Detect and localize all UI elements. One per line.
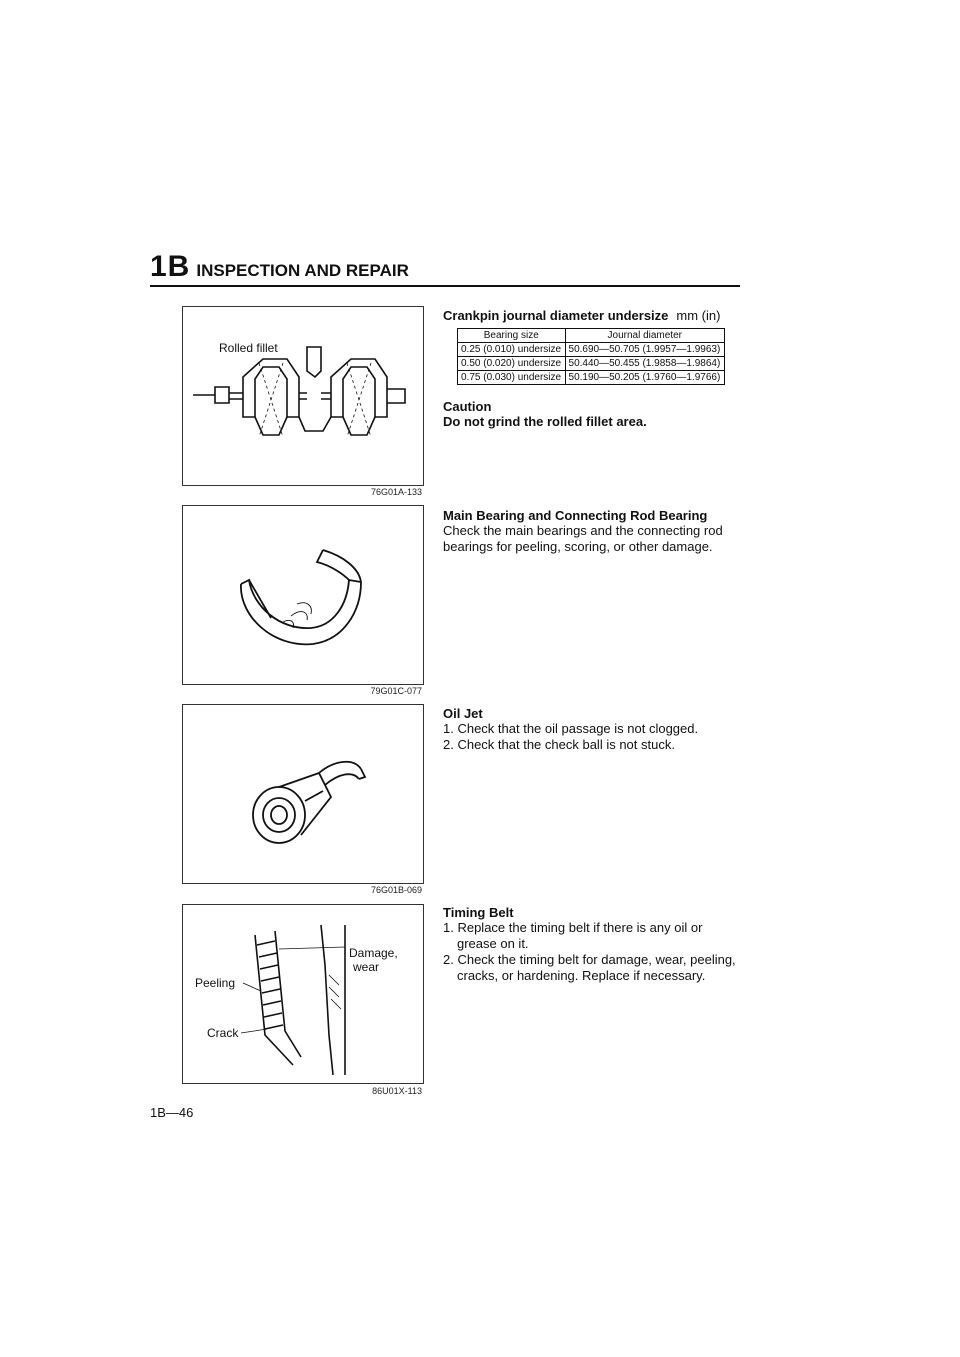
bearing-section — [443, 508, 743, 555]
figure-crankshaft — [182, 306, 424, 486]
crankpin-heading: Crankpin journal diameter undersize mm (in) — [443, 308, 721, 323]
table-row — [458, 343, 725, 357]
list-item: 2. Check that the check ball is not stuck. — [443, 737, 675, 752]
page-title: INSPECTION AND REPAIR — [196, 261, 409, 280]
bearing-heading: Main Bearing and Connecting Rod Bearing — [443, 508, 708, 523]
column-header: Journal diameter — [565, 329, 724, 343]
page-number: 1B—46 — [150, 1105, 194, 1120]
list-item: 1. Check that the oil passage is not clogged. — [443, 721, 699, 736]
table-cell: 0.50 (0.020) undersize — [458, 357, 566, 371]
table-cell: 50.440—50.455 (1.9858—1.9864) — [565, 357, 724, 371]
oil-jet-section — [443, 706, 743, 753]
table-header-row — [458, 329, 725, 343]
label-rolled-fillet: Rolled fillet — [219, 341, 278, 355]
figure-bearing — [182, 505, 424, 685]
crankpin-section — [443, 308, 743, 429]
label-crack: Crack — [207, 1026, 239, 1040]
table-cell: 50.190—50.205 (1.9760—1.9766) — [565, 371, 724, 385]
caution-title: Caution — [443, 399, 492, 414]
list-item: 2. Check the timing belt for damage, wear, peeling, cracks, or hardening. Replace if necessary. — [443, 952, 736, 983]
table-row — [458, 371, 725, 385]
label-wear: wear — [353, 960, 380, 974]
table-row — [458, 357, 725, 371]
page-header — [150, 250, 409, 284]
list-item: 1. Replace the timing belt if there is any oil or grease on it. — [443, 920, 703, 951]
figure-code: 76G01B-069 — [370, 885, 422, 895]
figure-oil-jet — [182, 704, 424, 884]
table-cell: 0.25 (0.010) undersize — [458, 343, 566, 357]
figure-timing-belt — [182, 904, 424, 1084]
table-cell: 50.690—50.705 (1.9957—1.9963) — [565, 343, 724, 357]
label-damage: Damage, — [349, 946, 398, 960]
label-peeling: Peeling — [195, 976, 236, 990]
header-rule — [150, 285, 740, 287]
caution-text: Do not grind the rolled fillet area. — [443, 414, 647, 429]
crankpin-spec-table — [457, 328, 725, 385]
oil-jet-illustration — [183, 705, 423, 883]
timing-belt-section — [443, 905, 743, 984]
column-header: Bearing size — [458, 329, 566, 343]
figure-code: 79G01C-077 — [370, 686, 422, 696]
bearing-text: Check the main bearings and the connecting rod bearings for peeling, scoring, or other damage. — [443, 523, 723, 554]
table-cell: 0.75 (0.030) undersize — [458, 371, 566, 385]
timing-belt-illustration — [183, 905, 423, 1083]
crankshaft-illustration — [183, 307, 423, 485]
figure-code: 76G01A-133 — [370, 487, 422, 497]
bearing-shell-illustration — [183, 506, 423, 684]
figure-code: 86U01X-113 — [372, 1086, 422, 1096]
oil-jet-heading: Oil Jet — [443, 706, 483, 721]
unit-label: mm (in) — [676, 308, 721, 323]
timing-belt-heading: Timing Belt — [443, 905, 514, 920]
section-code: 1B — [150, 250, 191, 283]
